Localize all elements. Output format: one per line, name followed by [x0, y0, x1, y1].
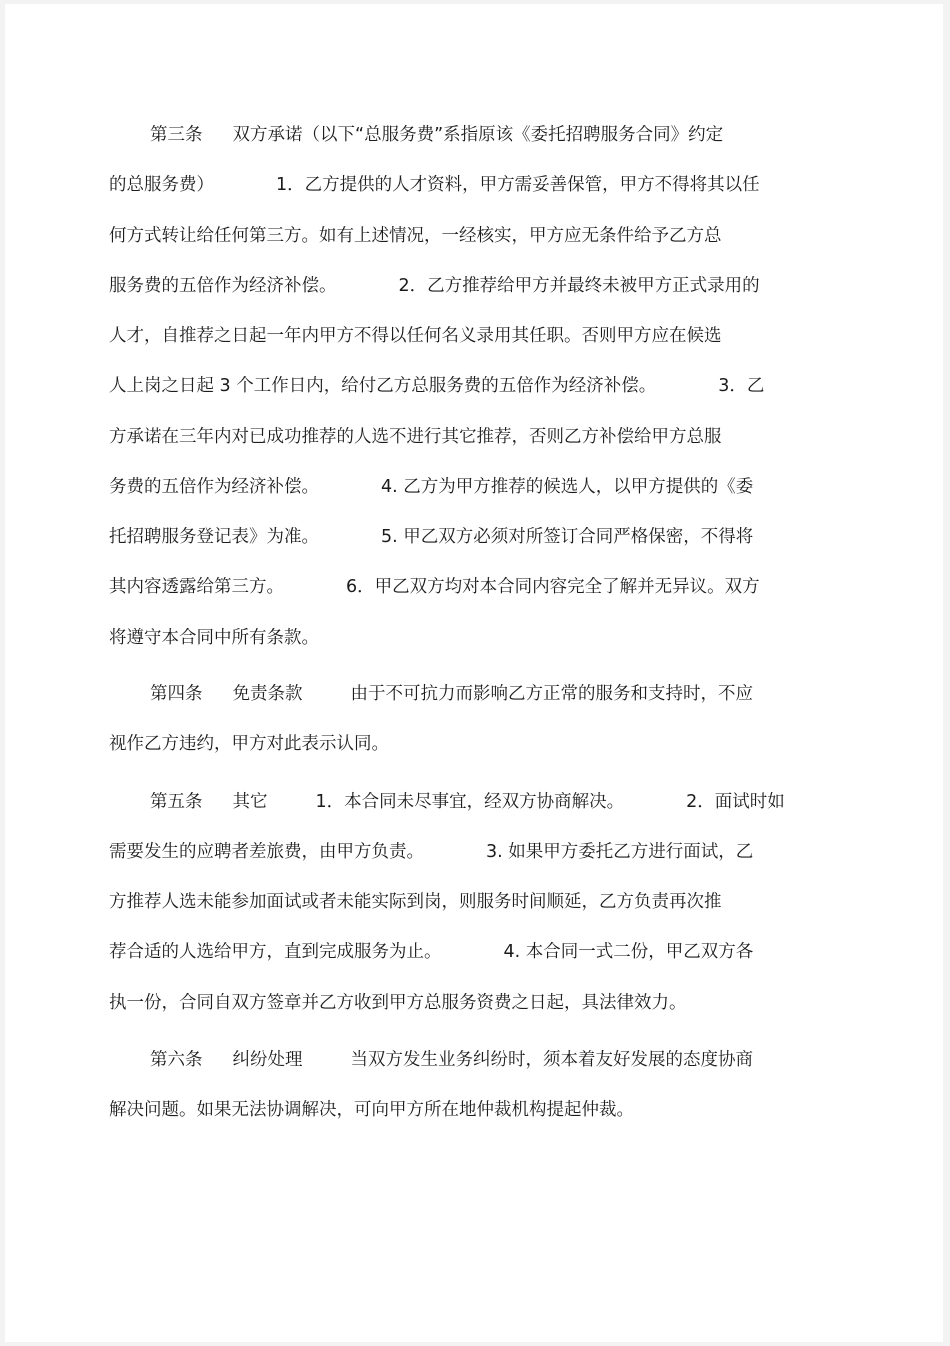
- article4-title: 免责条款: [232, 684, 303, 704]
- article6-title: 纠纷处理: [232, 1050, 303, 1070]
- article4-line-2: 视作乙方违约，甲方对此表示认同。: [109, 734, 389, 754]
- article3-line-10: 其内容透露给第三方。 6．甲乙双方均对本合同内容完全了解并无异议。双方: [109, 577, 760, 597]
- document-page: [5, 4, 943, 1342]
- article3-line-1: [150, 123, 723, 147]
- article5-title: 其它: [232, 792, 268, 812]
- article5-line-5: 执一份，合同自双方签章并乙方收到甲方总服务资费之日起，具法律效力。: [109, 993, 687, 1013]
- article5-line-4: 荐合适的人选给甲方，直到完成服务为止。 4. 本合同一式二份，甲乙双方各: [109, 942, 754, 962]
- article6-line-1: 第六条 纠纷处理 当双方发生业务纠纷时，须本着友好发展的态度协商: [150, 1050, 753, 1070]
- article6-heading: 第六条: [150, 1050, 203, 1070]
- article4-heading: 第四条: [150, 684, 203, 704]
- article3-line-9: 托招聘服务登记表》为准。 5. 甲乙双方必须对所签订合同严格保密，不得将: [109, 527, 754, 547]
- article6-line-2: 解决问题。如果无法协调解决，可向甲方所在地仲裁机构提起仲裁。: [109, 1100, 634, 1120]
- article3-line-6: 人上岗之日起 3 个工作日内，给付乙方总服务费的五倍作为经济补偿。 3．乙: [109, 376, 765, 396]
- article3-line-11: 将遵守本合同中所有条款。: [109, 628, 319, 648]
- article3-title: 双方承诺（以下“总服务费”系指原该《委托招聘服务合同》约定: [232, 125, 724, 145]
- article5-line-2: 需要发生的应聘者差旅费，由甲方负责。 3. 如果甲方委托乙方进行面试，乙: [109, 842, 754, 862]
- article5-line-1: 第五条 其它 1．本合同未尽事宜，经双方协商解决。 2．面试时如: [150, 792, 785, 812]
- article5-line-3: 方推荐人选未能参加面试或者未能实际到岗，则服务时间顺延，乙方负责再次推: [109, 892, 722, 912]
- article3-line-8: 务费的五倍作为经济补偿。 4. 乙方为甲方推荐的候选人，以甲方提供的《委: [109, 477, 754, 497]
- article3-line-3: 何方式转让给任何第三方。如有上述情况，一经核实，甲方应无条件给予乙方总: [109, 226, 722, 246]
- article3-line-5: 人才，自推荐之日起一年内甲方不得以任何名义录用其任职。否则甲方应在候选: [109, 326, 722, 346]
- article3-heading: 第三条: [150, 125, 203, 145]
- article3-line-2: 的总服务费） 1．乙方提供的人才资料，甲方需妥善保管，甲方不得将其以任: [109, 175, 760, 195]
- article5-heading: 第五条: [150, 792, 203, 812]
- article4-line-1: 第四条 免责条款 由于不可抗力而影响乙方正常的服务和支持时，不应: [150, 684, 753, 704]
- article3-line-4: 服务费的五倍作为经济补偿。 2．乙方推荐给甲方并最终未被甲方正式录用的: [109, 276, 760, 296]
- article3-line-7: 方承诺在三年内对已成功推荐的人选不进行其它推荐，否则乙方补偿给甲方总服: [109, 427, 722, 447]
